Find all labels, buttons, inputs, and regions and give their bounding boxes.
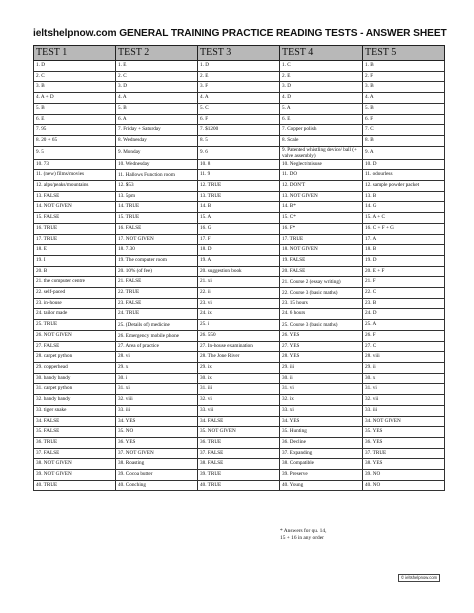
answer-cell: 13. 5pm xyxy=(116,191,198,202)
answer-cell: 27. Area of practice xyxy=(116,341,198,352)
answer-cell: 28. YES xyxy=(280,352,363,363)
answer-cell: 40. NO xyxy=(363,480,445,491)
answer-cell: 1. D xyxy=(34,61,116,72)
answer-cell: 8. Wednesday xyxy=(116,135,198,146)
answer-cell: 10. Wednesday xyxy=(116,159,198,170)
answer-cell: 5. B xyxy=(363,103,445,114)
answer-cell: 40. TRUE xyxy=(198,480,280,491)
table-row xyxy=(34,255,445,266)
table-row xyxy=(34,395,445,406)
answer-cell: 14. NOT GIVEN xyxy=(34,202,116,213)
answer-cell: 28. viii xyxy=(363,352,445,363)
answer-cell: 23. B xyxy=(363,298,445,309)
answer-cell: 16. FALSE xyxy=(116,223,198,234)
answer-cell: 4. A xyxy=(116,93,198,104)
answer-cell: 40. Conching xyxy=(116,480,198,491)
answer-cell: 37. TRUE xyxy=(363,448,445,459)
answer-cell: 11. odourless xyxy=(363,170,445,181)
answer-cell: 35. NOT GIVEN xyxy=(198,427,280,438)
answer-cell: 23. vi xyxy=(198,298,280,309)
table-row xyxy=(34,61,445,72)
answer-cell: 25. TRUE xyxy=(34,320,116,331)
answer-cell: 25. A xyxy=(363,320,445,331)
answer-cell: 32. ix xyxy=(280,395,363,406)
table-row xyxy=(34,288,445,299)
table-row xyxy=(34,437,445,448)
answer-cell: 26. 550 xyxy=(198,330,280,341)
answer-cell: 37. NOT GIVEN xyxy=(116,448,198,459)
answer-cell: 6. E xyxy=(34,114,116,125)
answer-cell: 3. B xyxy=(34,82,116,93)
answer-cell: 27. In-house examination xyxy=(198,341,280,352)
table-row xyxy=(34,459,445,470)
answer-cell: 31. xi xyxy=(116,384,198,395)
answer-cell: 8. B xyxy=(363,135,445,146)
answer-cell: 38. YES xyxy=(363,459,445,470)
answer-cell: 19. A xyxy=(198,255,280,266)
answer-cell: 15. A + C xyxy=(363,213,445,224)
answer-cell: 24. tailor made xyxy=(34,309,116,320)
answer-cell: 21. Course 2 (essay writing) xyxy=(280,277,363,288)
answer-cell: 8. Scale xyxy=(280,135,363,146)
column-header-test-4: TEST 4 xyxy=(280,46,363,61)
answer-cell: 2. F xyxy=(363,71,445,82)
answer-cell: 8. 20 + 65 xyxy=(34,135,116,146)
answer-cell: 11. Hallows Function room xyxy=(116,170,198,181)
answer-cell: 28. vi xyxy=(116,352,198,363)
answer-cell: 15. TRUE xyxy=(116,213,198,224)
answer-cell: 1. C xyxy=(280,61,363,72)
answer-cell: 23. 15 hours xyxy=(280,298,363,309)
table-row xyxy=(34,427,445,438)
answer-cell: 34. YES xyxy=(280,416,363,427)
answer-cell: 30. ix xyxy=(198,373,280,384)
column-header-test-3: TEST 3 xyxy=(198,46,280,61)
answer-cell: 34. NOT GIVEN xyxy=(363,416,445,427)
answer-cell: 26. F xyxy=(363,330,445,341)
answer-cell: 26. Emergency mobile phone xyxy=(116,330,198,341)
answer-cell: 4. A + D xyxy=(34,93,116,104)
answer-cell: 30. bandy bandy xyxy=(34,373,116,384)
answer-cell: 12. sample powder packet xyxy=(363,181,445,192)
answer-cell: 16. G xyxy=(198,223,280,234)
answer-cell: 29. copperhead xyxy=(34,362,116,373)
answer-cell: 7. C xyxy=(363,125,445,136)
answer-cell: 29. x xyxy=(116,362,198,373)
answer-cell: 1. B xyxy=(363,61,445,72)
answer-cell: 26. YES xyxy=(280,330,363,341)
column-header-test-2: TEST 2 xyxy=(116,46,198,61)
table-row xyxy=(34,330,445,341)
answer-cell: 23. in-house xyxy=(34,298,116,309)
answer-cell: 27. YES xyxy=(280,341,363,352)
answer-cell: 24. D xyxy=(363,309,445,320)
answer-cell: 39. NOT GIVEN xyxy=(34,470,116,481)
answer-cell: 22. ii xyxy=(198,288,280,299)
answer-cell: 29. iii xyxy=(280,362,363,373)
answer-cell: 33. iii xyxy=(363,405,445,416)
answer-cell: 11. DO xyxy=(280,170,363,181)
answer-cell: 7. Friday + Saturday xyxy=(116,125,198,136)
answer-cell: 14. TRUE xyxy=(116,202,198,213)
answer-cell: 30. i xyxy=(116,373,198,384)
answer-cell: 24. TRUE xyxy=(116,309,198,320)
answer-cell: 6. F xyxy=(363,114,445,125)
answer-cell: 38. Roasting xyxy=(116,459,198,470)
table-row xyxy=(34,448,445,459)
answer-cell: 32. viii xyxy=(116,395,198,406)
answer-cell: 33. tiger snake xyxy=(34,405,116,416)
answer-cell: 12. $53 xyxy=(116,181,198,192)
footnote-line: 15 + 16 in any order xyxy=(280,535,324,542)
table-row xyxy=(34,159,445,170)
answer-cell: 2. E xyxy=(280,71,363,82)
answer-table xyxy=(33,45,445,491)
page-title: ieltshelpnow.com GENERAL TRAINING PRACTICE READING TESTS - ANSWER SHEET xyxy=(33,28,447,39)
table-row xyxy=(34,114,445,125)
table-row xyxy=(34,416,445,427)
footnote xyxy=(280,528,400,542)
answer-cell: 11. (new) films/movies xyxy=(34,170,116,181)
answer-cell: 31. carpet python xyxy=(34,384,116,395)
answer-cell: 36. YES xyxy=(116,437,198,448)
answer-cell: 12. TRUE xyxy=(198,181,280,192)
answer-cell: 19. I xyxy=(34,255,116,266)
answer-cell: 24. ix xyxy=(198,309,280,320)
answer-cell: 13. FALSE xyxy=(34,191,116,202)
answer-cell: 1. E xyxy=(116,61,198,72)
answer-cell: 37. FALSE xyxy=(198,448,280,459)
answer-cell: 35. YES xyxy=(363,427,445,438)
answer-cell: 34. YES xyxy=(116,416,198,427)
answer-cell: 29. ix xyxy=(198,362,280,373)
answer-cell: 10. D xyxy=(363,159,445,170)
table-row xyxy=(34,266,445,277)
answer-cell: 21. F xyxy=(363,277,445,288)
table-row xyxy=(34,125,445,136)
answer-cell: 20. E + F xyxy=(363,266,445,277)
table-row xyxy=(34,405,445,416)
answer-cell: 15. C* xyxy=(280,213,363,224)
watermark: © ieltshelpnow.com xyxy=(398,574,440,582)
table-row xyxy=(34,82,445,93)
table-row xyxy=(34,234,445,245)
answer-cell: 31. vi xyxy=(280,384,363,395)
answer-cell: 5. B xyxy=(116,103,198,114)
answer-table-body xyxy=(34,61,445,491)
answer-cell: 37. Expanding xyxy=(280,448,363,459)
table-row xyxy=(34,480,445,491)
answer-cell: 18. D xyxy=(198,245,280,256)
answer-cell: 1. D xyxy=(198,61,280,72)
table-row xyxy=(34,373,445,384)
answer-cell: 21. FALSE xyxy=(116,277,198,288)
answer-cell: 16. F* xyxy=(280,223,363,234)
table-row xyxy=(34,309,445,320)
answer-cell: 22. self-paced xyxy=(34,288,116,299)
table-row xyxy=(34,71,445,82)
answer-cell: 18. E xyxy=(34,245,116,256)
answer-cell: 31. vi xyxy=(363,384,445,395)
answer-cell: 14. G xyxy=(363,202,445,213)
answer-cell: 4. A xyxy=(363,93,445,104)
answer-cell: 40. Young xyxy=(280,480,363,491)
answer-cell: 14. B xyxy=(198,202,280,213)
answer-cell: 36. YES xyxy=(363,437,445,448)
answer-cell: 35. FALSE xyxy=(34,427,116,438)
answer-cell: 38. NOT GIVEN xyxy=(34,459,116,470)
answer-cell: 32. vi xyxy=(198,395,280,406)
answer-cell: 23. FALSE xyxy=(116,298,198,309)
answer-cell: 22. C xyxy=(363,288,445,299)
answer-cell: 6. A xyxy=(116,114,198,125)
answer-cell: 2. E xyxy=(198,71,280,82)
answer-cell: 36. TRUE xyxy=(34,437,116,448)
table-row xyxy=(34,213,445,224)
answer-cell: 30. x xyxy=(363,373,445,384)
answer-cell: 6. E xyxy=(280,114,363,125)
header-row xyxy=(34,46,445,61)
answer-cell: 27. FALSE xyxy=(34,341,116,352)
answer-cell: 32. bandy bandy xyxy=(34,395,116,406)
footnote-line: * Answers for qu. 14, xyxy=(280,528,327,534)
answer-cell: 39. Preserve xyxy=(280,470,363,481)
answer-cell: 15. A xyxy=(198,213,280,224)
answer-cell: 9. 5 xyxy=(34,146,116,159)
table-row xyxy=(34,223,445,234)
answer-cell: 28. The Jone River xyxy=(198,352,280,363)
answer-cell: 30. ii xyxy=(280,373,363,384)
answer-cell: 15. FALSE xyxy=(34,213,116,224)
answer-cell: 19. FALSE xyxy=(280,255,363,266)
answer-cell: 18. B xyxy=(363,245,445,256)
answer-cell: 7. $1200 xyxy=(198,125,280,136)
answer-cell: 17. NOT GIVEN xyxy=(116,234,198,245)
answer-cell: 39. Cocoa butter xyxy=(116,470,198,481)
answer-cell: 29. ii xyxy=(363,362,445,373)
answer-cell: 11. 9 xyxy=(198,170,280,181)
answer-cell: 20. B xyxy=(34,266,116,277)
answer-cell: 9. Patented whistling device/ ball (+ valve assembly) xyxy=(280,146,363,159)
answer-cell: 6. F xyxy=(198,114,280,125)
table-row xyxy=(34,470,445,481)
answer-cell: 33. xi xyxy=(280,405,363,416)
table-row xyxy=(34,93,445,104)
table-row xyxy=(34,320,445,331)
answer-cell: 39. TRUE xyxy=(198,470,280,481)
table-row xyxy=(34,202,445,213)
answer-cell: 17. TRUE xyxy=(280,234,363,245)
table-row xyxy=(34,298,445,309)
answer-cell: 10. Neglect/misuse xyxy=(280,159,363,170)
answer-cell: 3. D xyxy=(280,82,363,93)
answer-cell: 37. FALSE xyxy=(34,448,116,459)
answer-cell: 35. Hunting xyxy=(280,427,363,438)
table-row xyxy=(34,362,445,373)
table-row xyxy=(34,191,445,202)
table-row xyxy=(34,181,445,192)
answer-cell: 36. TRUE xyxy=(198,437,280,448)
answer-cell: 26. NOT GIVEN xyxy=(34,330,116,341)
answer-cell: 17. F xyxy=(198,234,280,245)
answer-cell: 20. suggestion book xyxy=(198,266,280,277)
answer-cell: 4. A xyxy=(198,93,280,104)
table-row xyxy=(34,384,445,395)
answer-cell: 17. TRUE xyxy=(34,234,116,245)
table-row xyxy=(34,277,445,288)
answer-cell: 12. alps/peaks/mountains xyxy=(34,181,116,192)
answer-cell: 4. D xyxy=(280,93,363,104)
answer-cell: 9. 6 xyxy=(198,146,280,159)
answer-cell: 3. F xyxy=(198,82,280,93)
answer-cell: 34. FALSE xyxy=(34,416,116,427)
answer-cell: 38. FALSE xyxy=(198,459,280,470)
answer-cell: 7. 95 xyxy=(34,125,116,136)
answer-cell: 38. Compatible xyxy=(280,459,363,470)
answer-cell: 25. (Details of) medicine xyxy=(116,320,198,331)
answer-cell: 9. A xyxy=(363,146,445,159)
answer-cell: 17. A xyxy=(363,234,445,245)
answer-cell: 20. FALSE xyxy=(280,266,363,277)
answer-cell: 19. D xyxy=(363,255,445,266)
answer-cell: 21. xi xyxy=(198,277,280,288)
answer-cell: 5. B xyxy=(34,103,116,114)
answer-cell: 19. The computer room xyxy=(116,255,198,266)
answer-cell: 13. TRUE xyxy=(198,191,280,202)
answer-cell: 27. C xyxy=(363,341,445,352)
table-row xyxy=(34,103,445,114)
answer-cell: 34. FALSE xyxy=(198,416,280,427)
answer-cell: 33. vii xyxy=(198,405,280,416)
answer-cell: 22. TRUE xyxy=(116,288,198,299)
table-row xyxy=(34,170,445,181)
answer-cell: 28. carpet python xyxy=(34,352,116,363)
answer-cell: 25. i xyxy=(198,320,280,331)
answer-cell: 5. A xyxy=(280,103,363,114)
answer-cell: 12. DON'T xyxy=(280,181,363,192)
answer-cell: 7. Copper polish xyxy=(280,125,363,136)
answer-cell: 13. B xyxy=(363,191,445,202)
answer-cell: 18. 7.30 xyxy=(116,245,198,256)
answer-cell: 32. vii xyxy=(363,395,445,406)
table-row xyxy=(34,135,445,146)
answer-cell: 18. NOT GIVEN xyxy=(280,245,363,256)
answer-cell: 31. iii xyxy=(198,384,280,395)
answer-cell: 24. 6 hours xyxy=(280,309,363,320)
answer-cell: 25. Course 3 (basic maths) xyxy=(280,320,363,331)
answer-cell: 20. 10% (of fee) xyxy=(116,266,198,277)
answer-cell: 3. D xyxy=(116,82,198,93)
answer-cell: 10. 8 xyxy=(198,159,280,170)
answer-cell: 39. NO xyxy=(363,470,445,481)
answer-cell: 3. B xyxy=(363,82,445,93)
answer-cell: 9. Monday xyxy=(116,146,198,159)
answer-cell: 16. C + F + G xyxy=(363,223,445,234)
answer-cell: 21. the computer centre xyxy=(34,277,116,288)
answer-cell: 16. TRUE xyxy=(34,223,116,234)
table-row xyxy=(34,245,445,256)
answer-cell: 2. C xyxy=(116,71,198,82)
table-row xyxy=(34,352,445,363)
answer-cell: 10. 73 xyxy=(34,159,116,170)
answer-cell: 22. Course 3 (basic maths) xyxy=(280,288,363,299)
answer-cell: 40. TRUE xyxy=(34,480,116,491)
answer-cell: 2. C xyxy=(34,71,116,82)
answer-cell: 13. NOT GIVEN xyxy=(280,191,363,202)
answer-cell: 8. 5 xyxy=(198,135,280,146)
answer-cell: 5. C xyxy=(198,103,280,114)
column-header-test-5: TEST 5 xyxy=(363,46,445,61)
answer-cell: 35. NO xyxy=(116,427,198,438)
answer-cell: 36. Decline xyxy=(280,437,363,448)
table-row xyxy=(34,341,445,352)
column-header-test-1: TEST 1 xyxy=(34,46,116,61)
table-row xyxy=(34,146,445,159)
answer-cell: 14. B* xyxy=(280,202,363,213)
answer-cell: 33. iii xyxy=(116,405,198,416)
